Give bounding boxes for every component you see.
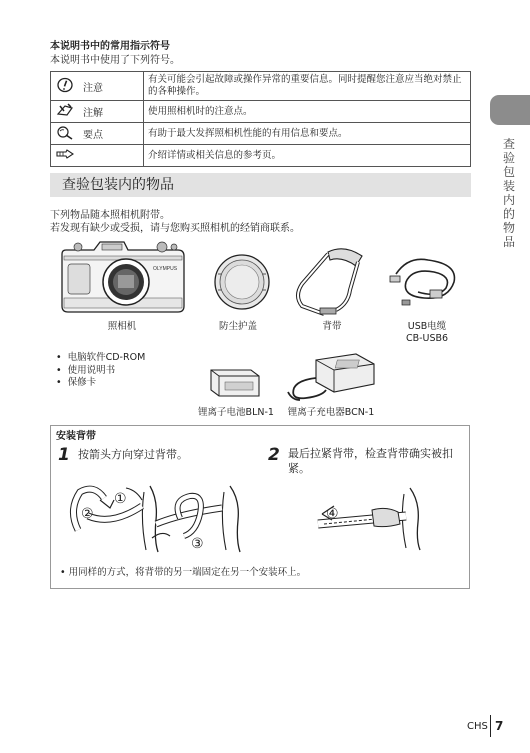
usb-cable-illustration: [388, 254, 468, 310]
symbol-desc: 使用照相机时的注意点。: [144, 101, 471, 123]
section-desc-line1: 下列物品随本照相机附带。: [50, 210, 170, 221]
charger-illustration: [286, 350, 382, 404]
list-item: • 电脑软件CD-ROM: [56, 352, 145, 365]
caption-strap: 背带: [322, 321, 342, 332]
symbol-desc: 有助于最大发挥照相机性能的有用信息和要点。: [144, 123, 471, 145]
caution-icon: [51, 72, 80, 101]
symbol-row: [51, 123, 471, 145]
symbol-row: [51, 145, 471, 167]
symbol-row: [51, 72, 471, 101]
footer-divider: [490, 715, 491, 737]
symbol-desc: 有关可能会引起故障或操作异常的重要信息。同时提醒您注意应当绝对禁止的各种操作。: [144, 72, 471, 101]
battery-illustration: [205, 362, 265, 400]
symbol-label: [79, 145, 144, 167]
tip-icon: [51, 123, 80, 145]
list-item: • 保修卡: [56, 377, 145, 390]
other-items-list: [56, 352, 145, 390]
chapter-tab-marker: [490, 95, 530, 125]
section-title: 查验包装内的物品: [62, 177, 174, 193]
caption-camera: 照相机: [107, 321, 137, 332]
symbol-desc: 介绍详情或相关信息的参考页。: [144, 145, 471, 167]
step2-text-line2: 紧。: [288, 462, 310, 475]
strap-note: [60, 567, 306, 579]
symbol-label: 注意: [79, 72, 144, 101]
page-number: 7: [495, 719, 504, 733]
symbol-label: 要点: [79, 123, 144, 145]
step2-number: 2: [268, 445, 280, 465]
strap-illustration: [292, 244, 372, 318]
chapter-tab-label: 查验包装内的物品: [502, 137, 515, 249]
footer-language: CHS: [467, 721, 488, 732]
svg-text:OLYMPUS: OLYMPUS: [153, 266, 178, 272]
strap-box-title: 安装背带: [56, 431, 96, 442]
strap-note-text: 用同样的方式，将背带的另一端固定在另一个安装环上。: [68, 567, 307, 578]
symbols-heading: 本说明书中的常用指示符号: [50, 41, 170, 52]
body-cap-illustration: [212, 252, 272, 312]
caption-charger: 锂离子充电器BCN-1: [287, 407, 375, 418]
circled-marker-2: ②: [81, 506, 94, 522]
circled-marker-1: ①: [114, 491, 127, 507]
symbols-table: [50, 71, 471, 167]
caption-usb-line2: CB-USB6: [405, 333, 449, 344]
caption-usb-line1: USB电缆: [407, 321, 447, 332]
note-icon: [51, 101, 80, 123]
circled-marker-3: ③: [191, 536, 204, 552]
symbol-row: [51, 101, 471, 123]
camera-illustration: [58, 240, 188, 318]
section-desc-line2: 若发现有缺少或受损，请与您购买照相机的经销商联系。: [50, 223, 300, 234]
list-item: • 使用说明书: [56, 365, 145, 378]
reference-icon: [51, 145, 80, 167]
step2-text-line1: 最后拉紧背带，检查背带确实被扣: [288, 447, 453, 460]
symbols-intro: 本说明书中使用了下列符号。: [50, 55, 180, 66]
circled-marker-4: ④: [326, 506, 339, 522]
bullet-mark: •: [60, 567, 69, 578]
step1-number: 1: [58, 445, 70, 465]
caption-battery: 锂离子电池BLN-1: [198, 407, 274, 418]
caption-body-cap: 防尘护盖: [218, 321, 257, 332]
symbol-label: 注解: [79, 101, 144, 123]
step1-text: 按箭头方向穿过背带。: [78, 448, 188, 461]
